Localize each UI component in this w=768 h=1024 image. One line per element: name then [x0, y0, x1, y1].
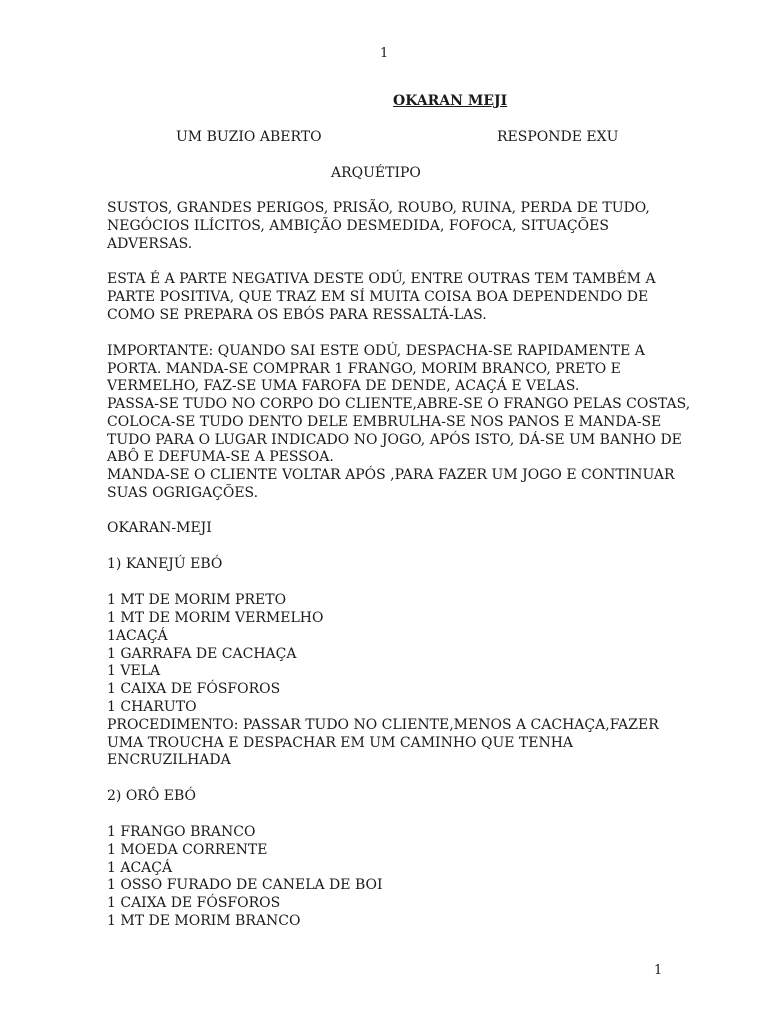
list-item: 1ACAÇÁ	[107, 628, 168, 644]
text-line: PARTE POSITIVA, QUE TRAZ EM SÍ MUITA COISA BOA DEPENDENDO DE	[107, 289, 649, 305]
text-line: COMO SE PREPARA OS EBÓS PARA RESSALTÁ-LAS.	[107, 307, 487, 323]
list-item: 1 CAIXA DE FÓSFOROS	[107, 681, 281, 697]
page-number-header: 1	[380, 46, 389, 61]
list-item: 1 MT DE MORIM PRETO	[107, 592, 287, 608]
list-item: 1 FRANGO BRANCO	[107, 824, 256, 840]
subtitle-right: RESPONDE EXU	[497, 129, 619, 145]
list-heading: 1) KANEJÚ EBÓ	[107, 556, 223, 572]
text-line: UMA TROUCHA E DESPACHAR EM UM CAMINHO QUE TENHA	[107, 735, 574, 751]
text-line: ENCRUZILHADA	[107, 752, 231, 768]
text-line: TUDO PARA O LUGAR INDICADO NO JOGO, APÓS ISTO, DÁ-SE UM BANHO DE	[107, 432, 682, 448]
list-item: 1 CAIXA DE FÓSFOROS	[107, 895, 281, 911]
text-line: ADVERSAS.	[107, 236, 193, 252]
text-line: MANDA-SE O CLIENTE VOLTAR APÓS ,PARA FAZER UM JOGO E CONTINUAR	[107, 467, 675, 483]
list-item: 1 VELA	[107, 663, 161, 679]
text-line: SUAS OGRIGAÇÕES.	[107, 485, 259, 501]
text-line: OKARAN-MEJI	[107, 520, 212, 536]
text-line: ABÔ E DEFUMA-SE A PESSOA.	[107, 449, 334, 465]
list-item: 1 GARRAFA DE CACHAÇA	[107, 646, 297, 662]
document-title: OKARAN MEJI	[393, 93, 508, 109]
subtitle-left: UM BUZIO ABERTO	[176, 129, 322, 145]
list-item: 1 MT DE MORIM BRANCO	[107, 913, 301, 929]
text-line: PORTA. MANDA-SE COMPRAR 1 FRANGO, MORIM BRANCO, PRETO E	[107, 361, 621, 377]
text-line: IMPORTANTE: QUANDO SAI ESTE ODÚ, DESPACHA-SE RAPIDAMENTE A	[107, 343, 645, 359]
text-line: PASSA-SE TUDO NO CORPO DO CLIENTE,ABRE-SE O FRANGO PELAS COSTAS,	[107, 396, 691, 412]
text-line: ESTA É A PARTE NEGATIVA DESTE ODÚ, ENTRE OUTRAS TEM TAMBÉM A	[107, 271, 656, 287]
list-item: 1 OSSO FURADO DE CANELA DE BOI	[107, 877, 383, 893]
text-line: NEGÓCIOS ILÍCITOS, AMBIÇÃO DESMEDIDA, FOFOCA, SITUAÇÕES	[107, 218, 609, 234]
text-line: PROCEDIMENTO: PASSAR TUDO NO CLIENTE,MENOS A CACHAÇA,FAZER	[107, 717, 659, 733]
text-line: SUSTOS, GRANDES PERIGOS, PRISÃO, ROUBO, RUINA, PERDA DE TUDO,	[107, 200, 650, 216]
text-line: VERMELHO, FAZ-SE UMA FAROFA DE DENDE, ACAÇÁ E VELAS.	[107, 378, 580, 394]
section-heading: ARQUÉTIPO	[331, 165, 421, 181]
list-item: 1 ACAÇÁ	[107, 860, 173, 876]
list-heading: 2) ORÔ EBÓ	[107, 788, 197, 804]
page-number-footer: 1	[654, 963, 663, 978]
list-item: 1 MT DE MORIM VERMELHO	[107, 610, 324, 626]
text-line: COLOCA-SE TUDO DENTO DELE EMBRULHA-SE NOS PANOS E MANDA-SE	[107, 414, 662, 430]
list-item: 1 MOEDA CORRENTE	[107, 842, 268, 858]
list-item: 1 CHARUTO	[107, 699, 197, 715]
